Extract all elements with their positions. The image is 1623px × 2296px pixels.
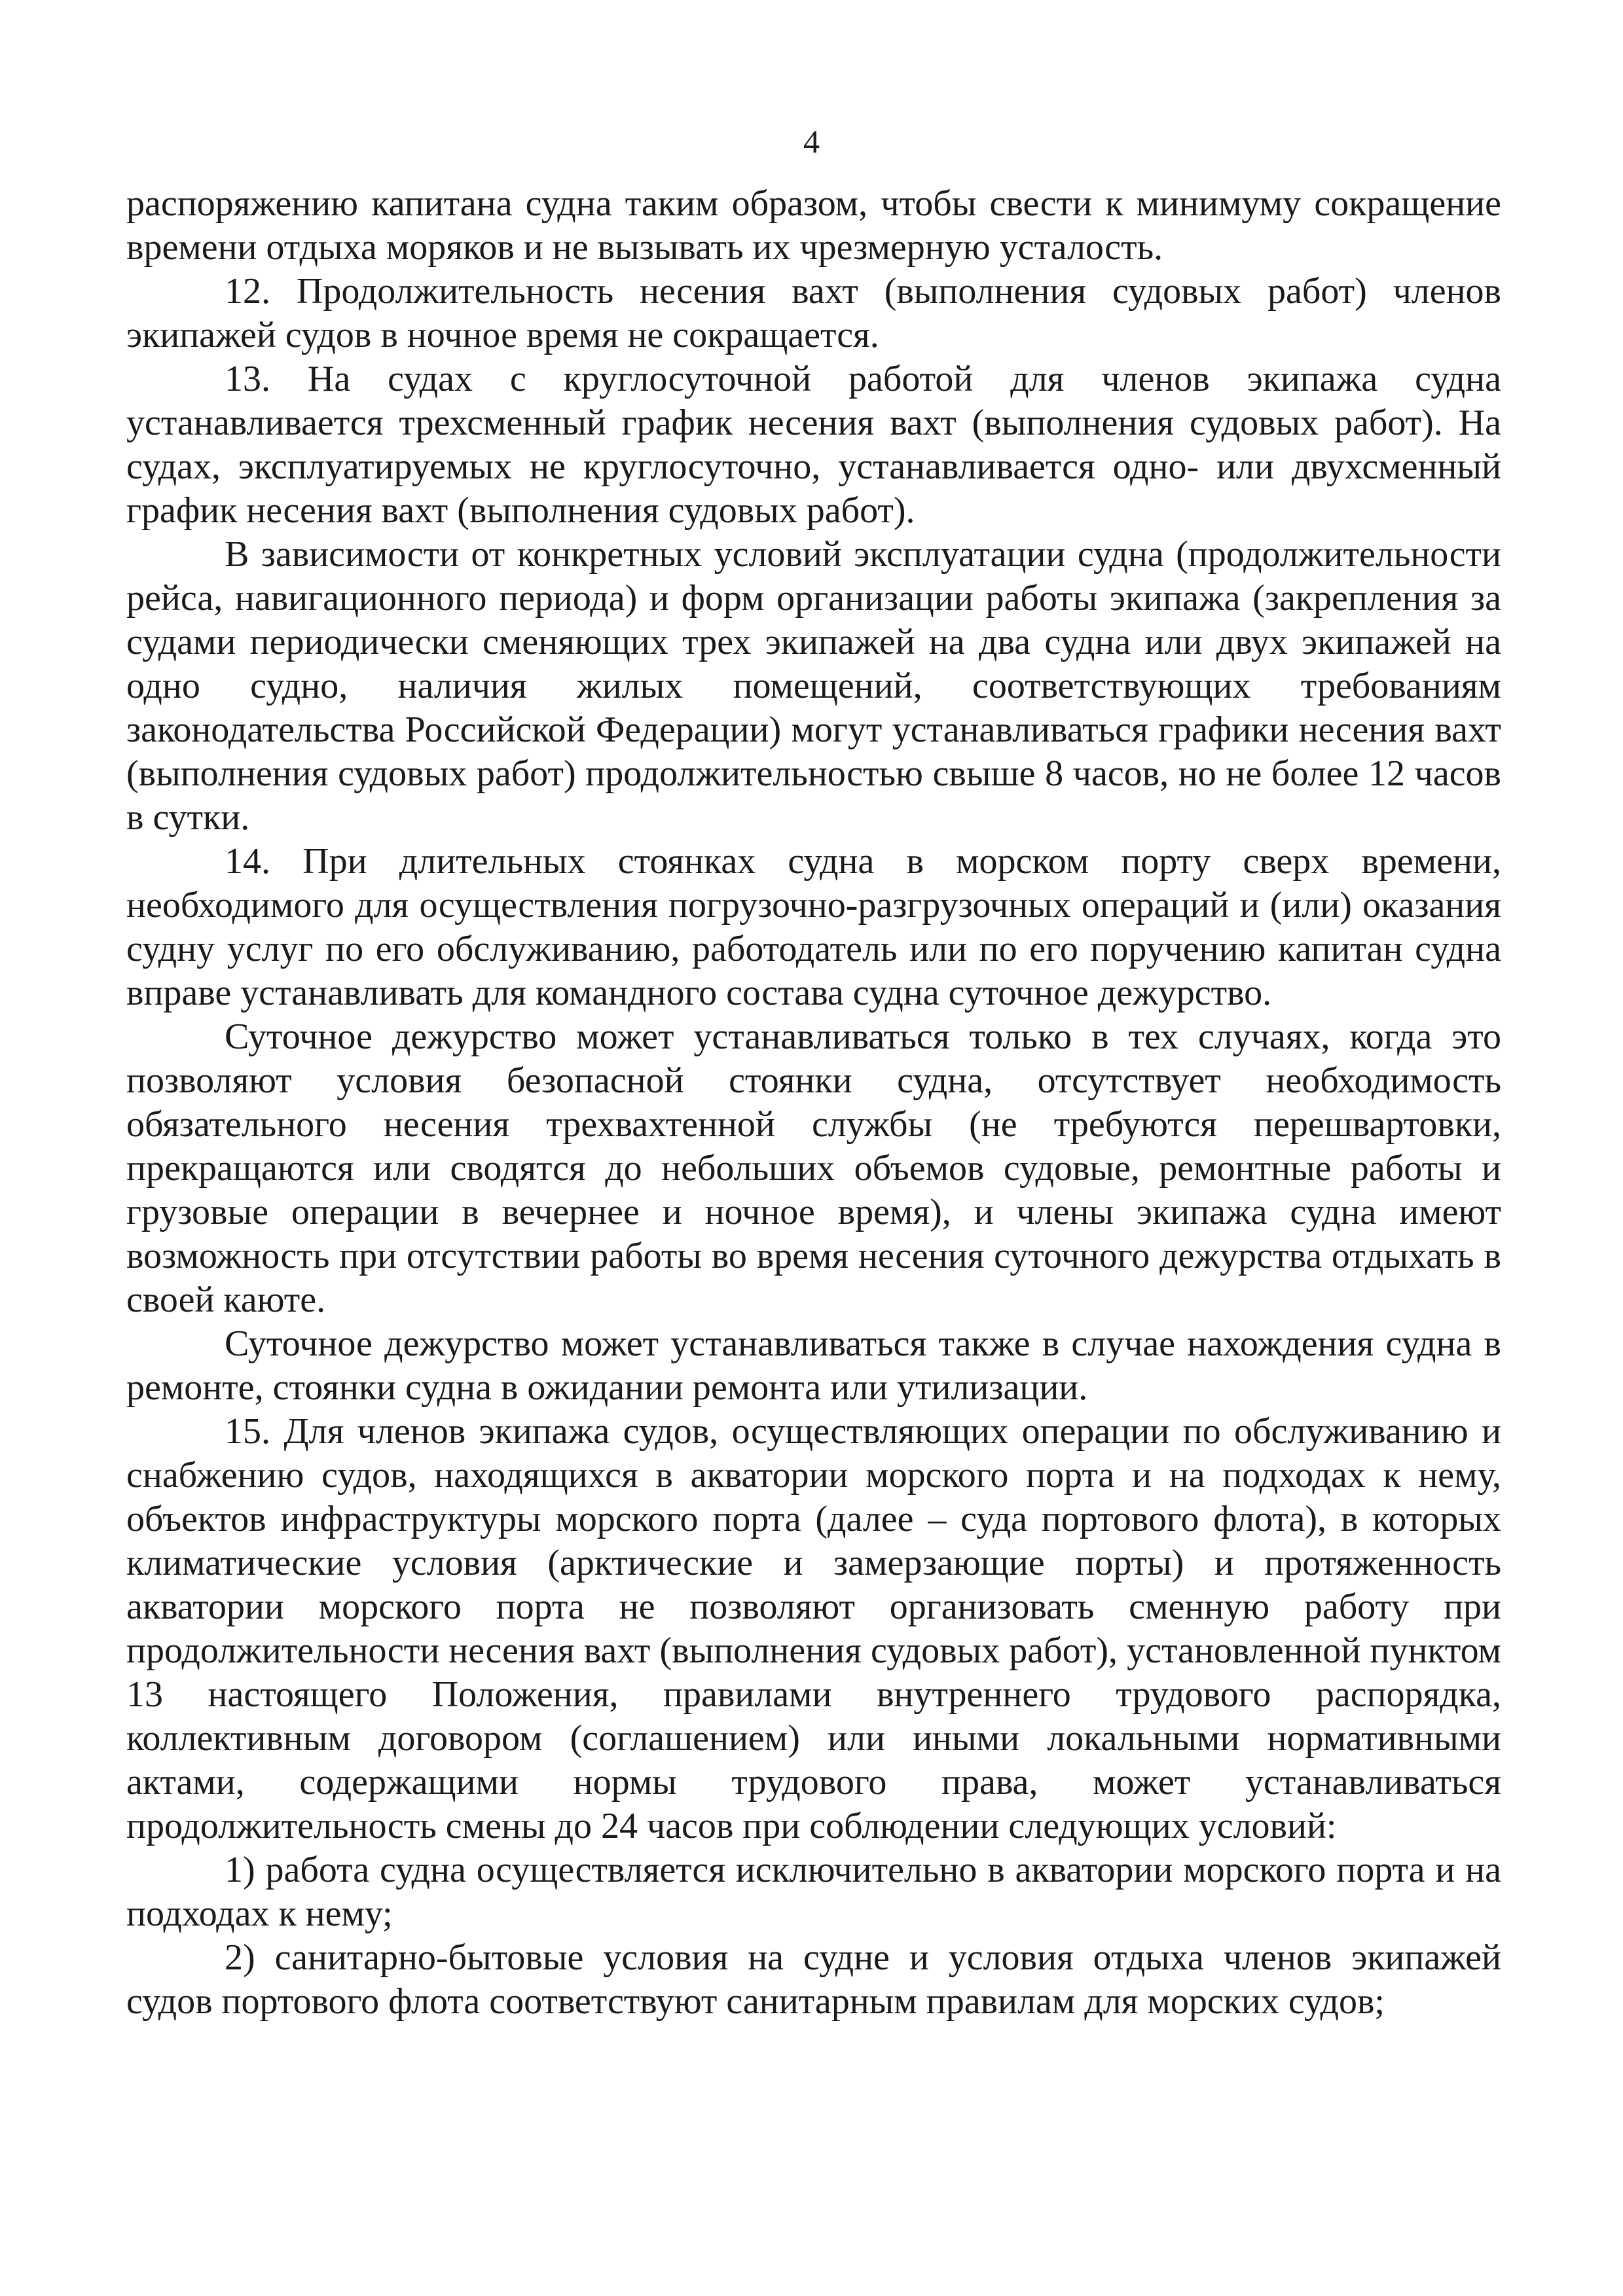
- paragraph-item-15: 15. Для членов экипажа судов, осуществляющих операции по обслуживанию и снабжению судов, находящихся в акватории морского порта и на подходах к нему, объектов инфраструктуры морского порта (далее – суда портового флота), в которых климатические условия (арктические и замерзающие порты) и протяженность акватории морского порта не позволяют организовать сменную работу при продолжительности несения вахт (выполнения судовых работ), установленной пунктом 13 настоящего Положения, правилами внутреннего трудового распорядка, коллективным договором (соглашением) или иными локальными нормативными актами, содержащими нормы трудового права, может устанавливаться продолжительность смены до 24 часов при соблюдении следующих условий:: [126, 1411, 1501, 1846]
- list-item-1: 1) работа судна осуществляется исключительно в акватории морского порта и на подходах к нему;: [126, 1850, 1501, 1934]
- paragraph-continuation: распоряжению капитана судна таким образом, чтобы свести к минимуму сокращение времени отдыха моряков и не вызывать их чрезмерную усталость.: [126, 183, 1501, 268]
- paragraph-duty-conditions: Суточное дежурство может устанавливаться только в тех случаях, когда это позволяют условия безопасной стоянки судна, отсутствует необходимость обязательного несения трехвахтенной службы (не требуются перешвартовки, прекращаются или сводятся до небольших объемов судовые, ремонтные работы и грузовые операции в вечернее и ночное время), и члены экипажа судна имеют возможность при отсутствии работы во время несения суточного дежурства отдыхать в своей каюте.: [126, 1016, 1501, 1320]
- page-number: 4: [803, 123, 820, 160]
- paragraph-item-14: 14. При длительных стоянках судна в морском порту сверх времени, необходимого для осуществления погрузочно-разгрузочных операций и (или) оказания судну услуг по его обслуживанию, работодатель или по его поручению капитан судна вправе устанавливать для командного состава судна суточное дежурство.: [126, 841, 1501, 1013]
- paragraph-item-12: 12. Продолжительность несения вахт (выполнения судовых работ) членов экипажей судов в ночное время не сокращается.: [126, 271, 1501, 355]
- document-body: [126, 182, 1501, 2024]
- paragraph-duty-repair: Суточное дежурство может устанавливаться также в случае нахождения судна в ремонте, стоянки судна в ожидании ремонта или утилизации.: [126, 1323, 1501, 1408]
- paragraph-item-13: 13. На судах с круглосуточной работой для членов экипажа судна устанавливается трехсменный график несения вахт (выполнения судовых работ). На судах, эксплуатируемых не круглосуточно, устанавливается одно- или двухсменный график несения вахт (выполнения судовых работ).: [126, 359, 1501, 531]
- list-item-2: 2) санитарно-бытовые условия на судне и условия отдыха членов экипажей судов портового флота соответствуют санитарным правилам для морских судов;: [126, 1937, 1501, 2022]
- paragraph-item-13-detail: В зависимости от конкретных условий эксплуатации судна (продолжительности рейса, навигационного периода) и форм организации работы экипажа (закрепления за судами периодически сменяющих трех экипажей на два судна или двух экипажей на одно судно, наличия жилых помещений, соответствующих требованиям законодательства Российской Федерации) могут устанавливаться графики несения вахт (выполнения судовых работ) продолжительностью свыше 8 часов, но не более 12 часов в сутки.: [126, 534, 1501, 838]
